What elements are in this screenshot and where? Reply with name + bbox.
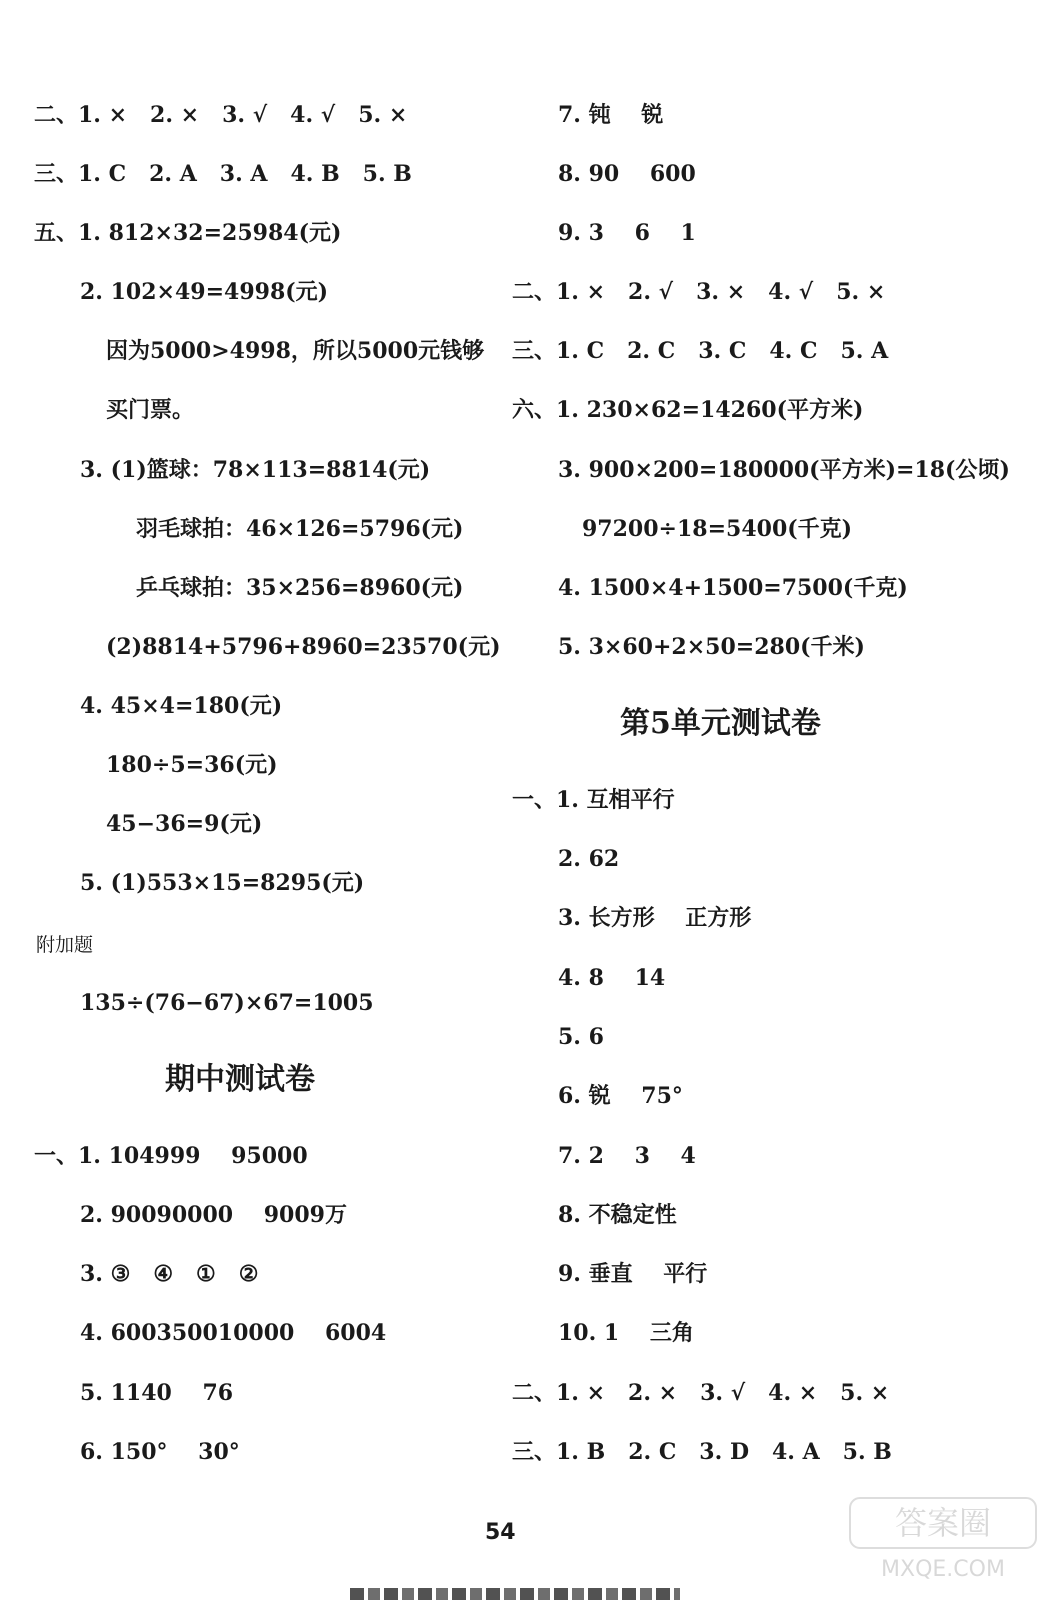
section-heading-midterm: 期中测试卷 (165, 1062, 315, 1097)
answer-line: 二、1. × 2. × 3. √ 4. √ 5. × (34, 102, 408, 128)
answer-line: 三、1. C 2. A 3. A 4. B 5. B (34, 161, 412, 187)
answer-line: 7. 2 3 4 (558, 1143, 696, 1169)
answer-line: 三、1. B 2. C 3. D 4. A 5. B (512, 1439, 892, 1465)
page-number: 54 (485, 1520, 516, 1545)
answer-line: 乒乓球拍：35×256=8960(元) (136, 575, 464, 601)
answer-line: 3. 长方形 正方形 (558, 905, 752, 931)
answer-line: 180÷5=36(元) (106, 752, 278, 778)
answer-line: 羽毛球拍：46×126=5796(元) (136, 516, 464, 542)
bonus-question-label: 附加题 (36, 934, 94, 956)
answer-line: 3. ③ ④ ① ② (80, 1261, 259, 1287)
answer-line: 五、1. 812×32=25984(元) (34, 220, 342, 246)
answer-line: 5. 3×60+2×50=280(千米) (558, 634, 865, 660)
answer-line: 二、1. × 2. √ 3. × 4. √ 5. × (512, 279, 886, 305)
answer-line: 4. 8 14 (558, 965, 666, 991)
answer-line: 一、1. 104999 95000 (34, 1143, 308, 1169)
answer-line: 2. 62 (558, 846, 620, 872)
section-heading-unit5: 第5单元测试卷 (620, 706, 821, 741)
answer-line: 8. 不稳定性 (558, 1202, 677, 1228)
answer-line: 6. 150° 30° (80, 1439, 240, 1465)
answer-line: 5. 1140 76 (80, 1380, 234, 1406)
answer-line: 97200÷18=5400(千克) (582, 516, 853, 542)
answer-line: 5. (1)553×15=8295(元) (80, 870, 365, 896)
barcode-strip (350, 1588, 680, 1600)
watermark-logo (848, 1496, 1038, 1586)
answer-line: 9. 3 6 1 (558, 220, 696, 246)
watermark-url: MXQE.COM (881, 1557, 1005, 1582)
answer-line: 10. 1 三角 (558, 1320, 694, 1346)
answer-line: 六、1. 230×62=14260(平方米) (512, 397, 864, 423)
answer-line: 6. 锐 75° (558, 1083, 683, 1109)
answer-line: 买门票。 (106, 397, 195, 423)
watermark-text: 答案圈 (894, 1504, 992, 1542)
answer-line: 45−36=9(元) (106, 811, 263, 837)
answer-line: 2. 102×49=4998(元) (80, 279, 329, 305)
answer-line: 4. 600350010000 6004 (80, 1320, 387, 1346)
answer-line: 因为5000>4998，所以5000元钱够 (106, 338, 485, 364)
answer-line: 2. 90090000 9009万 (80, 1202, 347, 1228)
answer-line: 5. 6 (558, 1024, 604, 1050)
answer-line: 3. (1)篮球：78×113=8814(元) (80, 457, 431, 483)
answer-line: 8. 90 600 (558, 161, 696, 187)
answer-line: (2)8814+5796+8960=23570(元) (106, 634, 501, 660)
answer-line: 7. 钝 锐 (558, 102, 664, 128)
answer-line: 一、1. 互相平行 (512, 787, 675, 813)
answer-line: 3. 900×200=180000(平方米)=18(公顷) (558, 457, 1010, 483)
answer-line: 9. 垂直 平行 (558, 1261, 708, 1287)
answer-line: 4. 1500×4+1500=7500(千克) (558, 575, 908, 601)
answer-line: 4. 45×4=180(元) (80, 693, 283, 719)
answer-line: 二、1. × 2. × 3. √ 4. × 5. × (512, 1380, 890, 1406)
answer-line: 135÷(76−67)×67=1005 (80, 990, 374, 1016)
answer-line: 三、1. C 2. C 3. C 4. C 5. A (512, 338, 889, 364)
